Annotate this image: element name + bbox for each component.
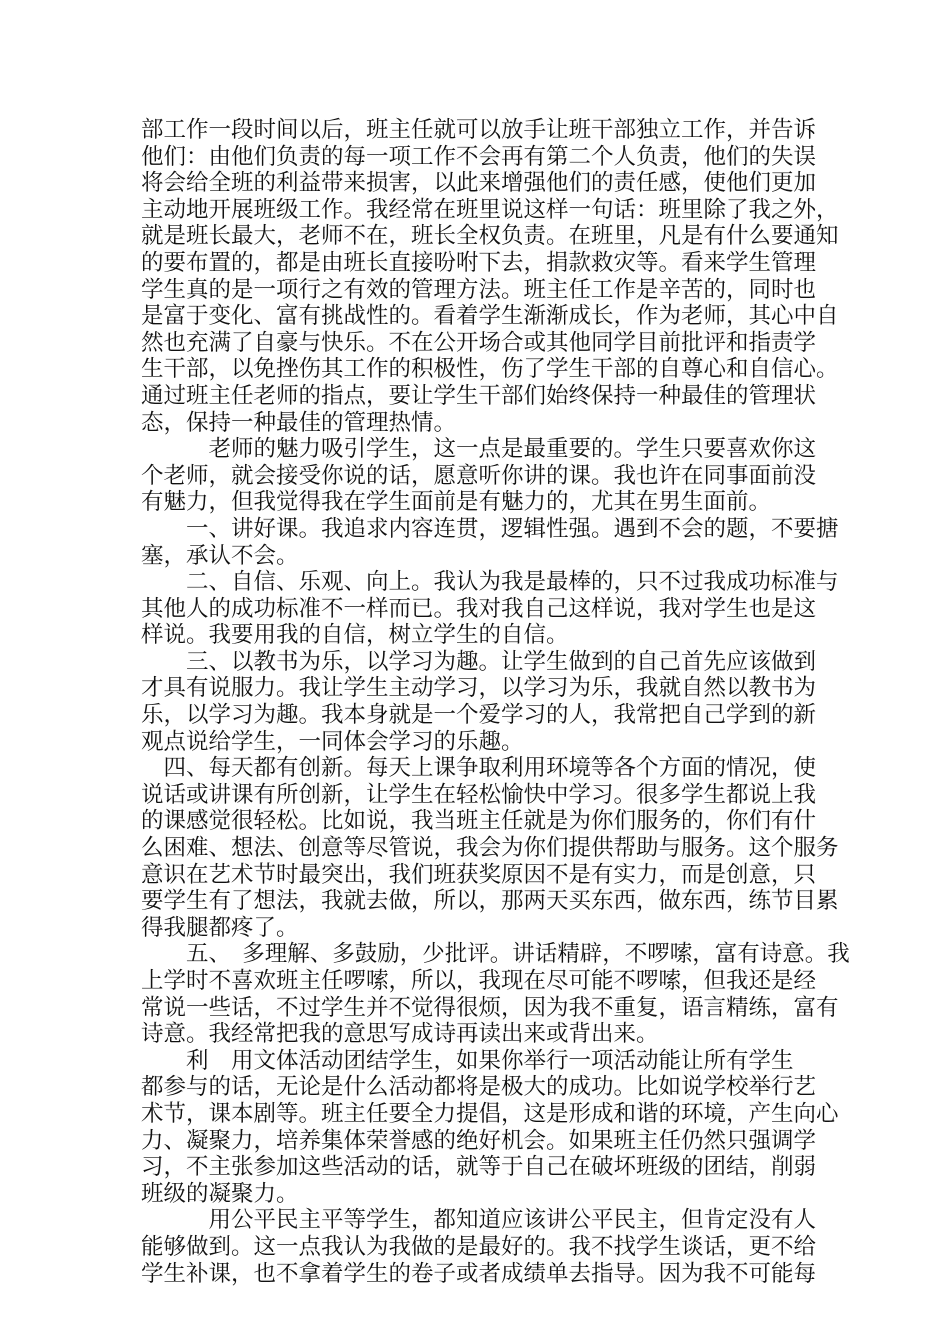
text-line: 诗意。我经常把我的意思写成诗再读出来或背出来。 bbox=[141, 1021, 659, 1048]
text-line: 才具有说服力。我让学生主动学习，以学习为乐，我就自然以教书为 bbox=[141, 675, 817, 702]
text-line: 学生真的是一项行之有效的管理方法。班主任工作是辛苦的，同时也 bbox=[141, 276, 817, 303]
text-line: 态，保持一种最佳的管理热情。 bbox=[141, 409, 457, 436]
text-line: 就是班长最大，老师不在，班长全权负责。在班里，凡是有什么要通知 bbox=[141, 223, 839, 250]
text-line: 得我腿都疼了。 bbox=[141, 914, 299, 941]
text-line: 都参与的话，无论是什么活动都将是极大的成功。比如说学校举行艺 bbox=[141, 1074, 817, 1101]
text-line: 将会给全班的利益带来损害，以此来增强他们的责任感，使他们更加 bbox=[141, 170, 817, 197]
text-line: 样说。我要用我的自信，树立学生的自信。 bbox=[141, 622, 569, 649]
text-line: 主动地开展班级工作。我经常在班里说这样一句话：班里除了我之外， bbox=[141, 196, 839, 223]
text-line: 学生补课，也不拿着学生的卷子或者成绩单去指导。因为我不可能每 bbox=[141, 1260, 817, 1287]
text-line: 利 用文体活动团结学生，如果你举行一项活动能让所有学生 bbox=[141, 1047, 794, 1074]
text-line: 三、以教书为乐，以学习为趣。让学生做到的自己首先应该做到 bbox=[141, 648, 817, 675]
text-line: 要学生有了想法，我就去做，所以，那两天买东西，做东西，练节目累 bbox=[141, 888, 839, 915]
text-line: 力、凝聚力，培养集体荣誉感的绝好机会。如果班主任仍然只强调学 bbox=[141, 1127, 817, 1154]
text-line: 用公平民主平等学生，都知道应该讲公平民主，但肯定没有人 bbox=[141, 1207, 817, 1234]
text-line: 常说一些话，不过学生并不觉得很烦，因为我不重复，语言精练，富有 bbox=[141, 994, 839, 1021]
text-line: 意识在艺术节时最突出，我们班获奖原因不是有实力，而是创意，只 bbox=[141, 861, 817, 888]
text-line: 个老师，就会接受你说的话，愿意听你讲的课。我也许在同事面前没 bbox=[141, 462, 817, 489]
text-line: 是富于变化、富有挑战性的。看着学生渐渐成长，作为老师，其心中自 bbox=[141, 303, 839, 330]
text-line: 的要布置的，都是由班长直接吩咐下去，捐款救灾等。看来学生管理 bbox=[141, 249, 817, 276]
text-line: 然也充满了自豪与快乐。不在公开场合或其他同学目前批评和指责学 bbox=[141, 329, 817, 356]
text-line: 四、每天都有创新。每天上课争取利用环境等各个方面的情况，使 bbox=[141, 755, 817, 782]
text-line: 么困难、想法、创意等尽管说，我会为你们提供帮助与服务。这个服务 bbox=[141, 835, 839, 862]
text-line: 他们：由他们负责的每一项工作不会再有第二个人负责，他们的失误 bbox=[141, 143, 817, 170]
text-line: 通过班主任老师的指点，要让学生干部们始终保持一种最佳的管理状 bbox=[141, 382, 817, 409]
text-line: 其他人的成功标准不一样而已。我对我自己这样说，我对学生也是这 bbox=[141, 595, 817, 622]
text-line: 班级的凝聚力。 bbox=[141, 1180, 299, 1207]
text-line: 观点说给学生，一同体会学习的乐趣。 bbox=[141, 728, 524, 755]
text-line: 老师的魅力吸引学生，这一点是最重要的。学生只要喜欢你这 bbox=[141, 436, 817, 463]
text-line: 生干部，以免挫伤其工作的积极性，伤了学生干部的自尊心和自信心。 bbox=[141, 356, 839, 383]
text-line: 五、 多理解、多鼓励，少批评。讲话精辟，不啰嗦，富有诗意。我 bbox=[141, 941, 850, 968]
text-line: 的课感觉很轻松。比如说，我当班主任就是为你们服务的，你们有什 bbox=[141, 808, 817, 835]
text-line: 有魅力，但我觉得我在学生面前是有魅力的，尤其在男生面前。 bbox=[141, 489, 772, 516]
text-line: 塞，承认不会。 bbox=[141, 542, 299, 569]
text-line: 上学时不喜欢班主任啰嗦，所以，我现在尽可能不啰嗦，但我还是经 bbox=[141, 968, 817, 994]
body-text bbox=[141, 117, 850, 1287]
text-line: 习，不主张参加这些活动的话，就等于自己在破坏班级的团结，削弱 bbox=[141, 1154, 817, 1181]
text-line: 一、讲好课。我追求内容连贯，逻辑性强。遇到不会的题，不要搪 bbox=[141, 515, 839, 542]
text-line: 说话或讲课有所创新，让学生在轻松愉快中学习。很多学生都说上我 bbox=[141, 781, 817, 808]
text-line: 术节，课本剧等。班主任要全力提倡，这是形成和谐的环境，产生向心 bbox=[141, 1100, 839, 1127]
text-line: 能够做到。这一点我认为我做的是最好的。我不找学生谈话，更不给 bbox=[141, 1233, 817, 1260]
text-line: 二、自信、乐观、向上。我认为我是最棒的，只不过我成功标准与 bbox=[141, 569, 839, 596]
text-line: 部工作一段时间以后，班主任就可以放手让班干部独立工作，并告诉 bbox=[141, 117, 817, 143]
text-line: 乐，以学习为趣。我本身就是一个爱学习的人，我常把自己学到的新 bbox=[141, 702, 817, 729]
